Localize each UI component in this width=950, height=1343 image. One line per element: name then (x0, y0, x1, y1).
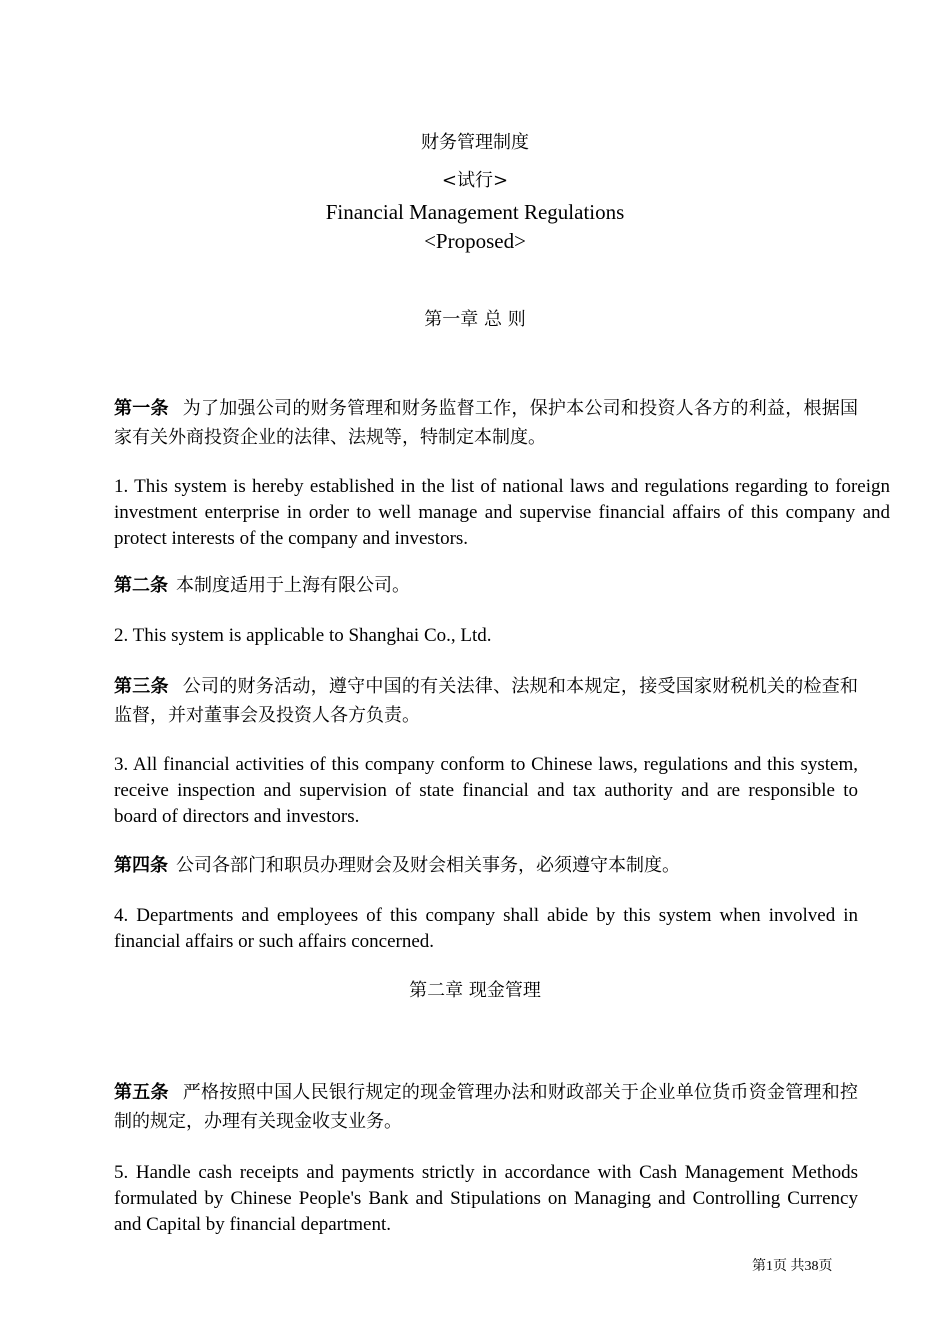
article-4-text-zh: 公司各部门和职员办理财会及财会相关事务，必须遵守本制度。 (176, 855, 680, 876)
article-1-text-zh: 为了加强公司的财务管理和财务监督工作，保护本公司和投资人各方的利益，根据国家有关外商投资企业的法律、法规等，特制定本制度。 (114, 398, 859, 448)
article-2-text-zh: 本制度适用于上海有限公司。 (176, 575, 410, 596)
chapter-2-heading: 第二章 现金管理 (409, 980, 541, 1001)
article-5-text-zh: 严格按照中国人民银行规定的现金管理办法和财政部关于企业单位货币资金管理和控制的规定，办理有关现金收支业务。 (114, 1082, 859, 1132)
article-5-label: 第五条 (114, 1082, 169, 1103)
article-5-english: 5. Handle cash receipts and payments strictly in accordance with Cash Management Methods formulated by Chinese People's Bank and Stipulations on Managing and Controlling Currency and Capital by financial department. (114, 1162, 858, 1235)
article-4-english: 4. Departments and employees of this company shall abide by this system when involved in financial affairs or such affairs concerned. (114, 905, 858, 952)
article-2-label: 第二条 (114, 575, 168, 596)
chapter-1-heading: 第一章 总 则 (424, 309, 526, 330)
article-2-english: 2. This system is applicable to Shanghai Co., Ltd. (114, 625, 492, 646)
article-1-english: 1. This system is hereby established in the list of national laws and regulations regarding to foreign investment enterprise in order to well manage and supervise financial affairs of this company and protect interests of the company and investors. (114, 476, 890, 549)
article-3-chinese (114, 672, 858, 730)
document-subtitle-english: <Proposed> (424, 229, 526, 253)
article-1-chinese (114, 394, 858, 452)
article-2-chinese (114, 571, 858, 600)
article-5-chinese (114, 1078, 858, 1136)
document-title-english: Financial Management Regulations (325, 200, 625, 224)
document-subtitle-chinese: <试行> (441, 170, 509, 191)
article-1-label: 第一条 (114, 398, 169, 419)
article-4-label: 第四条 (114, 855, 168, 876)
article-4-chinese (114, 851, 858, 880)
article-3-label: 第三条 (114, 676, 169, 697)
page-number: 第1页 共38页 (752, 1259, 833, 1274)
article-3-english: 3. All financial activities of this company conform to Chinese laws, regulations and this system, receive inspection and supervision of state financial and tax authority and are responsible to board of directors and investors. (114, 754, 858, 827)
document-title-chinese: 财务管理制度 (421, 132, 529, 153)
article-3-text-zh: 公司的财务活动，遵守中国的有关法律、法规和本规定，接受国家财税机关的检查和监督，并对董事会及投资人各方负责。 (114, 676, 859, 726)
